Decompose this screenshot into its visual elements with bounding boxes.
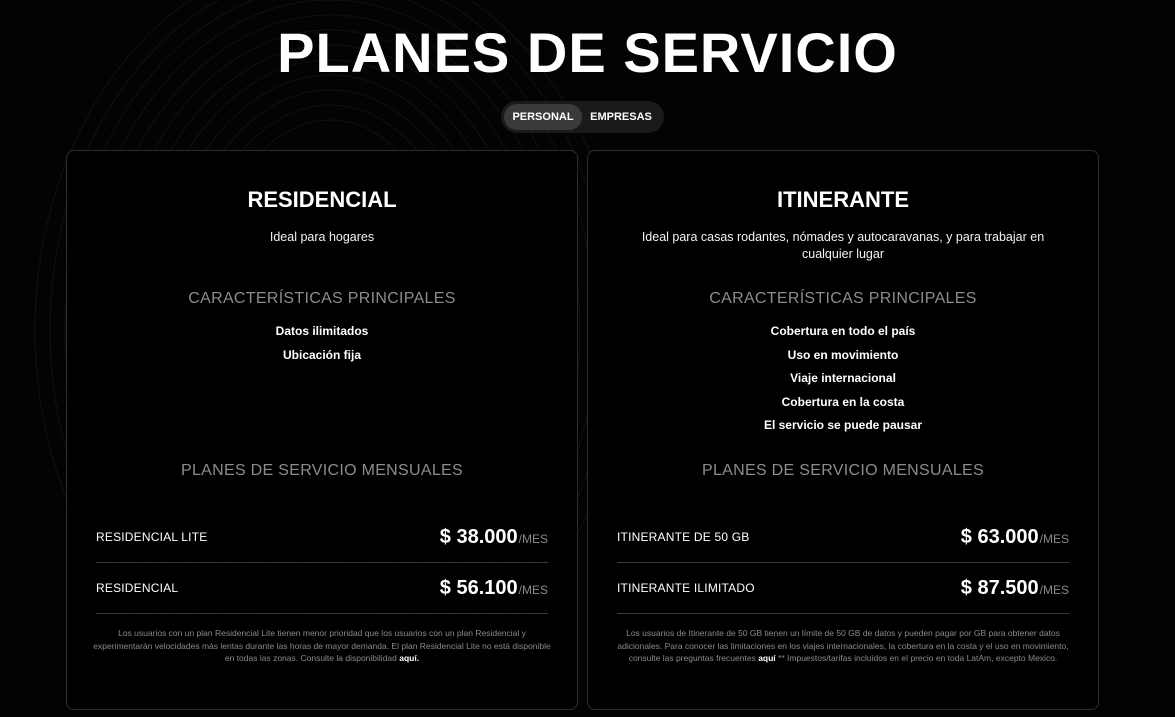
- feature-item: Ubicación fija: [282, 347, 362, 362]
- tab-empresas[interactable]: EMPRESAS: [590, 111, 652, 123]
- card-subtitle: Ideal para hogares: [269, 230, 375, 244]
- plan-price: [961, 526, 1069, 549]
- plan-row: [617, 512, 1069, 562]
- tab-personal[interactable]: PERSONAL: [504, 104, 582, 130]
- feature-list: [67, 323, 577, 370]
- plan-row: [96, 512, 548, 562]
- plan-name: ITINERANTE DE 50 GB: [617, 530, 750, 544]
- footnote: [614, 627, 1072, 665]
- plan-row: [96, 563, 548, 613]
- features-heading: CARACTERÍSTICAS PRINCIPALES: [709, 290, 977, 307]
- footnote: [93, 627, 551, 665]
- plan-card-residencial: [66, 150, 578, 710]
- price-amount: $ 63.000: [960, 525, 1039, 548]
- faq-link[interactable]: aquí: [758, 653, 776, 663]
- price-unit: /MES: [518, 531, 548, 546]
- feature-item: Viaje internacional: [790, 371, 896, 385]
- price-unit: /MES: [518, 582, 548, 597]
- plan-card-itinerante: [587, 150, 1099, 710]
- card-subtitle: Ideal para casas rodantes, nómades y autocaravanas, y para trabajar en cualquier lugar: [641, 230, 1045, 261]
- plan-price: [440, 577, 548, 600]
- features-heading: CARACTERÍSTICAS PRINCIPALES: [188, 290, 456, 307]
- card-title: RESIDENCIAL: [247, 187, 397, 212]
- plan-name: ITINERANTE ILIMITADO: [617, 581, 755, 595]
- price-unit: /MES: [1039, 531, 1069, 546]
- price-amount: $ 38.000: [439, 525, 518, 548]
- footnote-text: Los usuarios de Itinerante de 50 GB tienen un límite de 50 GB de datos y pueden pagar por GB para obtener datos adicionales. Para conocer las limitaciones en los viajes internacionales, la cobertura en la costa y el uso en movimiento, consulte las preguntas frecuentes: [617, 628, 1069, 663]
- divider: [96, 613, 548, 614]
- price-amount: $ 56.100: [439, 576, 518, 599]
- plans-heading: PLANES DE SERVICIO MENSUALES: [181, 462, 463, 479]
- plan-type-toggle: [501, 101, 664, 133]
- footnote-tax-note: ** Impuestos/tarifas incluidos en el precio en toda LatAm, excepto Mexico.: [778, 653, 1058, 663]
- plans-heading: PLANES DE SERVICIO MENSUALES: [702, 462, 984, 479]
- feature-item: Cobertura en todo el país: [770, 324, 916, 338]
- plan-price: [961, 577, 1069, 600]
- plan-name: RESIDENCIAL: [96, 581, 179, 595]
- feature-item: Cobertura en la costa: [781, 394, 905, 409]
- price-unit: /MES: [1039, 582, 1069, 597]
- plan-name: RESIDENCIAL LITE: [96, 530, 208, 544]
- feature-list: [588, 323, 1098, 441]
- feature-item: Uso en movimiento: [787, 347, 899, 362]
- divider: [617, 613, 1069, 614]
- availability-link[interactable]: aquí.: [399, 653, 420, 663]
- price-amount: $ 87.500: [960, 576, 1039, 599]
- plan-price: [440, 526, 548, 549]
- feature-item: El servicio se puede pausar: [763, 418, 923, 432]
- footnote-text: Los usuarios con un plan Residencial Lite tienen menor prioridad que los usuarios con un plan Residencial y experimentarán velocidades más lentas durante las horas de mayor demanda. El plan Residencial Lite no está disponible en todas las zonas. Consulte la disponibilidad: [93, 628, 551, 663]
- card-title: ITINERANTE: [777, 187, 909, 212]
- page-title: PLANES DE SERVICIO: [277, 21, 898, 84]
- feature-item: Datos ilimitados: [275, 324, 369, 338]
- plan-row: [617, 563, 1069, 613]
